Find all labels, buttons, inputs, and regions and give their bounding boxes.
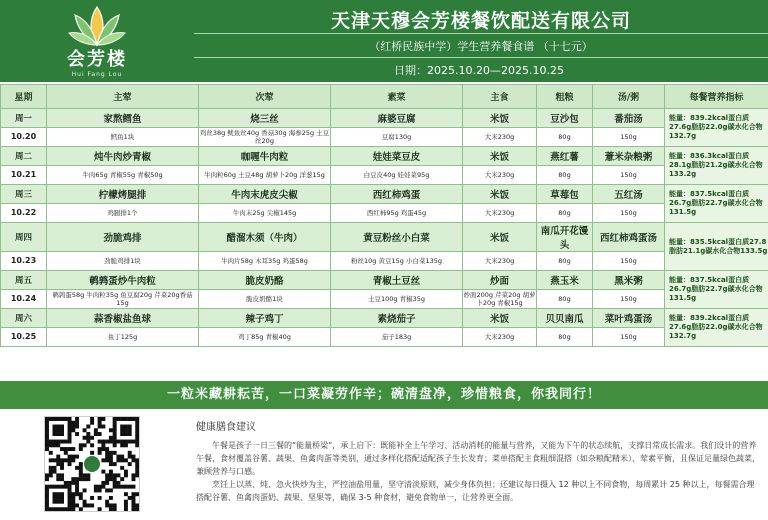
- date-cell: 10.21: [1, 166, 47, 185]
- dish-cell: 劲脆鸡排: [47, 223, 199, 252]
- logo-name: 会芳楼: [67, 48, 127, 70]
- ingredient-cell: 土豆100g 青椒35g: [331, 290, 463, 309]
- weekday-cell: 周三: [1, 185, 47, 204]
- dish-row: [1, 223, 768, 252]
- advice-paragraph: 烹饪上以蒸、炖、急火快炒为主，严控油盐用量，坚守清淡原则，减少身体负担；还建议每日摄入 12 种以上不同食物，每周累计 25 种以上，每餐需合理搭配谷薯、鱼禽肉蛋奶、蔬果、坚果等，确保 3-5 种食材，避免食物单一，让营养更全面。: [196, 480, 755, 502]
- ingredient-cell: 80g: [537, 252, 593, 271]
- menu-subtitle: （红桥民族中学）学生营养餐食谱 （十七元）: [369, 40, 593, 53]
- ingredient-row: [1, 166, 768, 185]
- column-header: 主食: [463, 85, 537, 109]
- dish-cell: 炒面: [463, 271, 537, 290]
- dish-row: [1, 147, 768, 166]
- ingredient-cell: 150g: [593, 128, 665, 147]
- nutrition-cell: 能量：839.2kcal蛋白质27.6g脂肪22.0g碳水化合物132.7g: [665, 309, 768, 347]
- dish-cell: 麻婆豆腐: [331, 109, 463, 128]
- ingredient-cell: 150g: [593, 204, 665, 223]
- weekday-cell: 周五: [1, 271, 47, 290]
- column-header: 每餐营养指标: [665, 85, 768, 109]
- dish-cell: 米饭: [463, 223, 537, 252]
- dish-cell: 菜叶鸡蛋汤: [593, 309, 665, 328]
- dish-cell: 咖喱牛肉粒: [199, 147, 331, 166]
- ingredient-cell: 劲脆鸡排1块: [47, 252, 199, 271]
- ingredient-cell: 150g: [593, 166, 665, 185]
- ingredient-cell: 白豆皮40g 娃娃菜95g: [331, 166, 463, 185]
- ingredient-cell: 豆腐130g: [331, 128, 463, 147]
- dish-cell: 米饭: [463, 309, 537, 328]
- column-header: 主荤: [47, 85, 199, 109]
- date-cell: 10.22: [1, 204, 47, 223]
- nutrition-cell: 能量：835.5kcal蛋白质27.8脂肪21.1g碳水化合物133.5g: [665, 223, 768, 271]
- dish-cell: 南瓜开花馒头: [537, 223, 593, 252]
- dish-cell: 西红柿鸡蛋汤: [593, 223, 665, 252]
- logo: [0, 0, 194, 82]
- dish-cell: 五红汤: [593, 185, 665, 204]
- dish-cell: 牛肉末虎皮尖椒: [199, 185, 331, 204]
- ingredient-row: [1, 328, 768, 347]
- dish-cell: 青椒土豆丝: [331, 271, 463, 290]
- dish-cell: 炖牛肉炒青椒: [47, 147, 199, 166]
- menu-table: [0, 84, 768, 347]
- ingredient-cell: 80g: [537, 290, 593, 309]
- dish-row: [1, 271, 768, 290]
- ingredient-cell: 大米230g: [463, 166, 537, 185]
- dish-cell: 烧三丝: [199, 109, 331, 128]
- dish-cell: 醋溜木须（牛肉）: [199, 223, 331, 252]
- qr-code-icon: [44, 416, 140, 512]
- ingredient-cell: 大米230g: [463, 128, 537, 147]
- column-header: 次荤: [199, 85, 331, 109]
- dish-cell: 鹌鹑蛋炒牛肉粒: [47, 271, 199, 290]
- dish-cell: 米饭: [463, 185, 537, 204]
- ingredient-cell: 150g: [593, 328, 665, 347]
- header-divider: [194, 57, 768, 58]
- dish-cell: 薏米杂粮粥: [593, 147, 665, 166]
- lotus-logo-icon: [67, 5, 127, 49]
- dish-row: [1, 185, 768, 204]
- dish-cell: 西红柿鸡蛋: [331, 185, 463, 204]
- table-header-row: [1, 85, 768, 109]
- weekday-cell: 周二: [1, 147, 47, 166]
- dish-cell: 脆皮奶酪: [199, 271, 331, 290]
- ingredient-cell: 大米230g: [463, 328, 537, 347]
- date-cell: 10.23: [1, 252, 47, 271]
- dish-cell: 燕玉米: [537, 271, 593, 290]
- ingredient-cell: 西红柿95g 鸡蛋45g: [331, 204, 463, 223]
- slogan-banner: 一粒米藏耕耘苦，一口菜凝劳作辛；碗清盘净，珍惜粮食，你我同行！: [0, 381, 768, 409]
- column-header: 粗粮: [537, 85, 593, 109]
- ingredient-cell: 80g: [537, 204, 593, 223]
- ingredient-cell: 脆皮奶酪1块: [199, 290, 331, 309]
- dish-cell: 黄豆粉丝小白菜: [331, 223, 463, 252]
- ingredient-cell: 鸡腿排1个: [47, 204, 199, 223]
- date-range: 日期：2025.10.20—2025.10.25: [394, 64, 564, 77]
- qr-code-graphic: [45, 417, 139, 511]
- ingredient-cell: 150g: [593, 252, 665, 271]
- dish-cell: 娃娃菜豆皮: [331, 147, 463, 166]
- weekday-cell: 周六: [1, 309, 47, 328]
- ingredient-cell: 炒面200g 芹菜20g 胡萝卜20g 青椒15g: [463, 291, 536, 307]
- dish-cell: 米饭: [463, 147, 537, 166]
- dish-cell: 贝贝南瓜: [537, 309, 593, 328]
- ingredient-cell: 80g: [537, 166, 593, 185]
- ingredient-cell: 80g: [537, 128, 593, 147]
- nutrition-cell: 能量：836.3kcal蛋白质28.1g脂肪21.2g碳水化合物133.2g: [665, 147, 768, 185]
- dish-row: [1, 109, 768, 128]
- advice-paragraph: 午餐是孩子一日三餐的“能量桥梁”，承上启下：既能补全上午学习、活动消耗的能量与营养，又能为下午的状态续航，支撑日常成长需求。我们设计的营养午餐，食材覆盖谷薯、蔬果、鱼禽肉蛋等类别，通过多样化搭配适配孩子生长发育；菜单搭配主食粗细混搭（如杂粮配精米）、荤素平衡，且保证足量绿色蔬菜，兼顾营养与口感。: [196, 441, 760, 476]
- menu-body: [1, 109, 768, 347]
- ingredient-cell: 鳕鱼1块: [47, 128, 199, 147]
- dish-cell: 辣子鸡丁: [199, 309, 331, 328]
- title-area: [194, 0, 768, 82]
- date-cell: 10.20: [1, 128, 47, 147]
- ingredient-cell: 粉丝10g 黄豆15g 小白菜135g: [331, 252, 463, 271]
- nutrition-cell: 能量：837.5kcal蛋白质26.7g脂肪22.7g碳水化合物131.5g: [665, 185, 768, 223]
- ingredient-cell: 茄子183g: [331, 328, 463, 347]
- logo-pinyin: Hui Fang Lou: [71, 70, 123, 78]
- nutrition-cell: 能量：837.5kcal蛋白质26.7g脂肪22.7g碳水化合物131.5g: [665, 271, 768, 309]
- header-divider: [194, 33, 768, 34]
- diet-advice: [196, 418, 762, 504]
- dish-cell: 黑米粥: [593, 271, 665, 290]
- column-header: 星期: [1, 85, 47, 109]
- dish-cell: 蒜香椒盐鱼球: [47, 309, 199, 328]
- ingredient-cell: 80g: [537, 328, 593, 347]
- dish-cell: 豆沙包: [537, 109, 593, 128]
- header: [0, 0, 768, 82]
- ingredient-cell: 鸡丁85g 青椒40g: [199, 328, 331, 347]
- ingredient-cell: 大米230g: [463, 204, 537, 223]
- ingredient-row: [1, 290, 768, 309]
- ingredient-cell: 牛肉片58g 木耳35g 鸡蛋58g: [199, 252, 331, 271]
- ingredient-cell: 牛肉末25g 尖椒145g: [199, 204, 331, 223]
- ingredient-row: [1, 252, 768, 271]
- company-name: 天津天穆会芳楼餐饮配送有限公司: [330, 10, 631, 32]
- ingredient-cell: 大米230g: [463, 252, 537, 271]
- dish-cell: 番茄汤: [593, 109, 665, 128]
- ingredient-cell: 鱼丁125g: [47, 328, 199, 347]
- ingredient-row: [1, 204, 768, 223]
- weekday-cell: 周四: [1, 223, 47, 252]
- ingredient-cell: 牛肉65g 青椒55g 青椒50g: [47, 166, 199, 185]
- column-header: 素菜: [331, 85, 463, 109]
- ingredient-cell: 150g: [593, 290, 665, 309]
- ingredient-cell: 鸡丝38g 鱿鱼丝40g 香菇30g 海参25g 土豆丝20g: [199, 129, 330, 145]
- column-header: 汤/粥: [593, 85, 665, 109]
- dish-cell: 燕红薯: [537, 147, 593, 166]
- date-cell: 10.25: [1, 328, 47, 347]
- weekday-cell: 周一: [1, 109, 47, 128]
- ingredient-cell: 鹌鹑蛋58g 牛肉粒35g 鱼豆腐20g 芹菜20g香菇15g: [47, 290, 199, 309]
- dish-cell: 米饭: [463, 109, 537, 128]
- dish-cell: 草莓包: [537, 185, 593, 204]
- dish-cell: 素烧茄子: [331, 309, 463, 328]
- date-cell: 10.24: [1, 290, 47, 309]
- advice-title: 健康膳食建议: [196, 422, 256, 433]
- dish-cell: 家熬鳕鱼: [47, 109, 199, 128]
- dish-cell: 柠檬烤腿排: [47, 185, 199, 204]
- ingredient-row: [1, 128, 768, 147]
- nutrition-cell: 能量：839.2kcal蛋白质27.6g脂肪22.0g碳水化合物132.7g: [665, 109, 768, 147]
- ingredient-cell: 牛肉粒60g 土豆48g 胡萝卜20g 洋葱15g: [199, 166, 331, 185]
- dish-row: [1, 309, 768, 328]
